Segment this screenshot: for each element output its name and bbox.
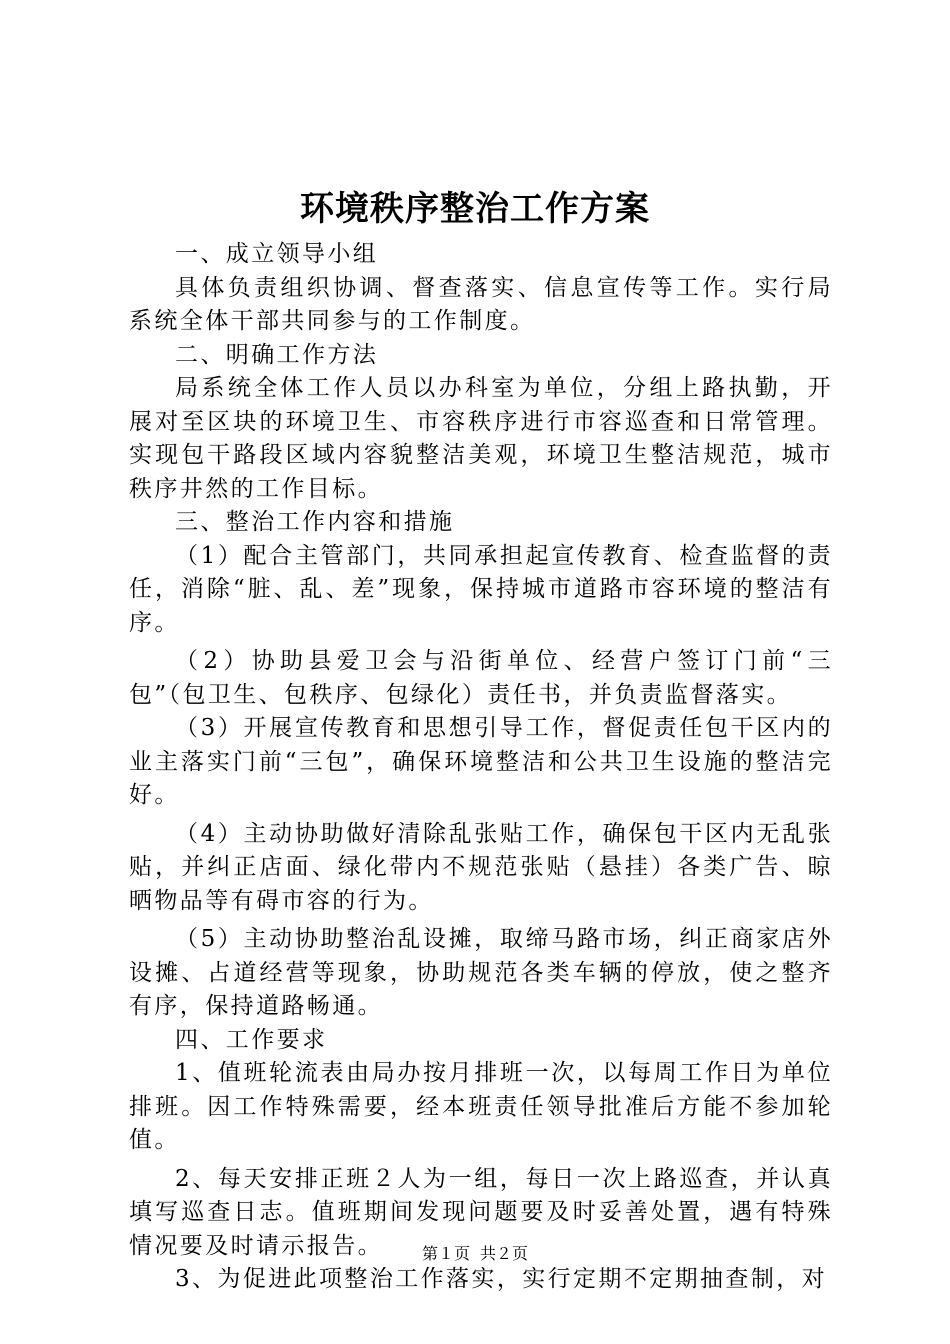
- section-heading-2: 二、明确工作方法: [175, 341, 379, 368]
- requirement-item-3: 3、为促进此项整治工作落实，实行定期不定期抽查制，对: [175, 1266, 828, 1292]
- paragraph: 具体负责组织协调、督查落实、信息宣传等工作。实行局系统全体干部共同参与的工作制度。: [129, 274, 833, 334]
- measure-item-1: （1）配合主管部门，共同承担起宣传教育、检查监督的责任，消除“脏、乱、差”现象，保持城市道路市容环境的整洁有序。: [129, 542, 833, 636]
- measure-item-2: （2）协助县爱卫会与沿街单位、经营户签订门前“三包”（包卫生、包秩序、包绿化）责任书，并负责监督落实。: [129, 648, 833, 708]
- document-title: 环境秩序整治工作方案: [300, 189, 650, 229]
- measure-item-3: （3）开展宣传教育和思想引导工作，督促责任包干区内的业主落实门前“三包”，确保环境整洁和公共卫生设施的整洁完好。: [129, 715, 833, 808]
- page-number: 第１页: [421, 1244, 470, 1263]
- section-heading-3: 三、整治工作内容和措施: [175, 509, 455, 535]
- document-body: [129, 238, 833, 1297]
- paragraph: 局系统全体工作人员以办科室为单位，分组上路执勤，开展对至区块的环境卫生、市容秩序进行市容巡查和日常管理。实现包干路段区域内容貌整洁美观，环境卫生整洁规范，城市秩序井然的工作目标。: [129, 375, 833, 502]
- page-footer: [0, 1242, 950, 1266]
- page-total: 共２页: [480, 1244, 529, 1263]
- requirement-item-1: 1、值班轮流表由局办按月排班一次，以每周工作日为单位排班。因工作特殊需要，经本班责任领导批准后方能不参加轮值。: [129, 1060, 833, 1153]
- measure-item-4: （4）主动协助做好清除乱张贴工作，确保包干区内无乱张贴，并纠正店面、绿化带内不规范张贴（悬挂）各类广告、晾晒物品等有碍市容的行为。: [129, 820, 833, 914]
- section-heading-4: 四、工作要求: [175, 1026, 328, 1053]
- measure-item-5: （5）主动协助整治乱设摊，取缔马路市场，纠正商家店外设摊、占道经营等现象，协助规范各类车辆的停放，使之整齐有序，保持道路畅通。: [129, 926, 833, 1019]
- requirement-item-2: 2、每天安排正班２人为一组，每日一次上路巡查，并认真填写巡查日志。值班期间发现问题要及时妥善处置，遇有特殊情况要及时请示报告。: [129, 1165, 833, 1259]
- section-heading-1: 一、成立领导小组: [175, 241, 379, 267]
